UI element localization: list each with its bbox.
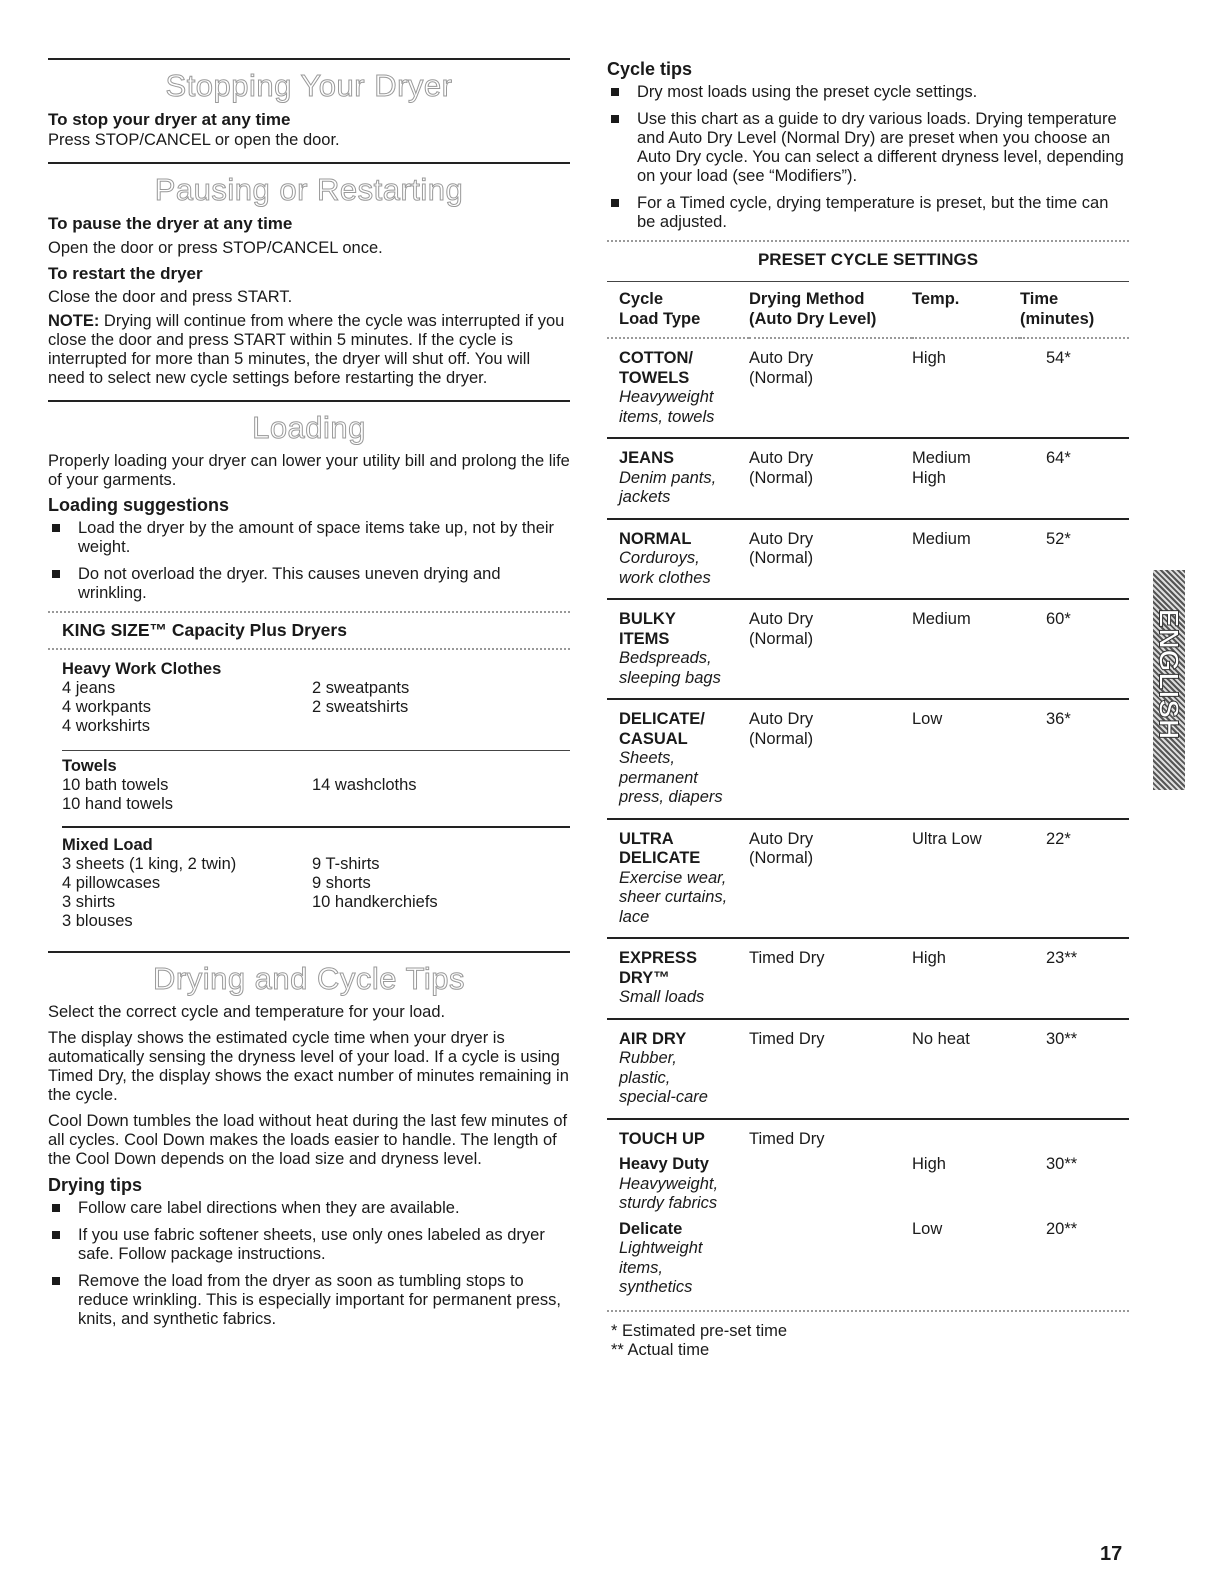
list-item: 3 sheets (1 king, 2 twin)	[62, 855, 237, 873]
drying-method: Auto Dry (Normal)	[749, 710, 814, 748]
capacity-group-mixed	[62, 836, 570, 931]
temp: Ultra Low	[912, 829, 982, 848]
drying-tips-heading: Drying tips	[48, 1175, 143, 1195]
list-item: Dry most loads using the preset cycle settings.	[607, 83, 1129, 102]
section-title-drying: Drying and Cycle Tips	[152, 961, 465, 996]
note-text: Drying will continue from where the cycle was interrupted if you close the door and press START within 5 minutes. If the cycle is interrupted for more than 5 minutes, the dryer will shut off. You will need to select new cycle settings before restarting the dryer.	[48, 312, 565, 387]
header-auto-dry-level: (Auto Dry Level)	[749, 309, 877, 328]
temp: Medium	[912, 610, 971, 628]
time: 22*	[1046, 829, 1071, 848]
section-title-stopping: Stopping Your Dryer	[165, 68, 453, 103]
list-item: Do not overload the dryer. This causes uneven drying and wrinkling.	[48, 565, 570, 603]
drying-method: Auto Dry (Normal)	[749, 349, 814, 387]
temp: Low	[912, 1219, 943, 1238]
load-type: Sheets, permanent press, diapers	[619, 749, 723, 806]
divider	[48, 400, 570, 402]
table-header-row	[607, 282, 1129, 338]
note-paragraph	[48, 312, 570, 388]
pause-text: Open the door or press STOP/CANCEL once.	[48, 239, 383, 257]
footnote: * Estimated pre-set time	[611, 1321, 788, 1340]
list-item: 3 blouses	[62, 912, 133, 930]
cycle-name: JEANS	[619, 449, 675, 467]
load-type: Heavyweight items, towels	[619, 388, 715, 426]
cycle-name: AIR DRY	[619, 1029, 687, 1048]
list-item: If you use fabric softener sheets, use only ones labeled as dryer safe. Follow package instructions.	[48, 1226, 570, 1264]
time: 60*	[1046, 610, 1071, 628]
cycle-tips-heading: Cycle tips	[607, 59, 693, 79]
header-time: Time	[1020, 290, 1059, 308]
list-item: 3 shirts	[62, 893, 116, 911]
load-type: Small loads	[619, 988, 705, 1006]
list-item: 14 washcloths	[312, 776, 417, 794]
drying-method: Auto Dry (Normal)	[749, 829, 814, 867]
group-name: Towels	[62, 757, 117, 775]
time: 54*	[1046, 349, 1071, 367]
list-item: Load the dryer by the amount of space items take up, not by their weight.	[48, 519, 570, 557]
divider	[48, 951, 570, 953]
header-minutes: (minutes)	[1020, 309, 1095, 328]
drying-tips-list	[48, 1199, 570, 1329]
temp: No heat	[912, 1029, 970, 1048]
load-type: Rubber, plastic, special-care	[619, 1049, 708, 1106]
drying-p1: Select the correct cycle and temperature for your load.	[48, 1003, 446, 1021]
cycle-name: ULTRA DELICATE	[619, 829, 701, 867]
list-item: 10 handkerchiefs	[312, 893, 438, 911]
capacity-title: KING SIZE™ Capacity Plus Dryers	[62, 620, 347, 640]
preset-cycle-table	[607, 282, 1129, 1310]
time: 20**	[1046, 1219, 1078, 1238]
load-type: Denim pants, jackets	[619, 468, 717, 506]
drying-method: Auto Dry (Normal)	[749, 610, 814, 648]
cycle-name: EXPRESS DRY™	[619, 949, 697, 987]
time: 30**	[1046, 1155, 1078, 1173]
capacity-group-heavy	[62, 660, 570, 736]
table-row	[607, 1119, 1129, 1150]
note-label: NOTE:	[48, 312, 100, 330]
header-temp: Temp.	[912, 290, 960, 308]
load-type: Corduroys, work clothes	[619, 549, 711, 587]
list-item: 4 jeans	[62, 679, 116, 697]
table-row	[607, 1149, 1129, 1214]
divider	[62, 826, 570, 828]
pause-heading: To pause the dryer at any time	[48, 214, 293, 233]
dotted-divider	[607, 1310, 1129, 1312]
time: 30**	[1046, 1029, 1078, 1048]
table-row	[607, 599, 1129, 699]
time: 64*	[1046, 449, 1071, 467]
temp: Medium High	[912, 449, 971, 487]
table-row	[607, 819, 1129, 939]
sub-cycle-name: Delicate	[619, 1219, 683, 1238]
temp: High	[912, 1155, 946, 1173]
restart-heading: To restart the dryer	[48, 264, 203, 283]
stop-text: Press STOP/CANCEL or open the door.	[48, 131, 340, 149]
drying-method: Auto Dry (Normal)	[749, 449, 814, 487]
cycle-name: COTTON/ TOWELS	[619, 349, 693, 387]
header-cycle: Cycle	[619, 290, 664, 308]
dotted-divider	[607, 240, 1129, 242]
list-item: 4 pillowcases	[62, 874, 161, 892]
preset-title: PRESET CYCLE SETTINGS	[757, 250, 979, 269]
list-item: For a Timed cycle, drying temperature is preset, but the time can be adjusted.	[607, 194, 1129, 232]
drying-method: Timed Dry	[749, 949, 825, 967]
dotted-divider	[48, 648, 570, 650]
sub-cycle-name: Heavy Duty	[619, 1155, 709, 1173]
time: 52*	[1046, 529, 1071, 548]
side-tab-label: ENGLISH	[1153, 608, 1185, 741]
load-type: Exercise wear, sheer curtains, lace	[619, 868, 728, 926]
list-item: 2 sweatshirts	[312, 698, 409, 716]
cycle-name: DELICATE/ CASUAL	[619, 710, 705, 748]
divider	[62, 750, 570, 751]
footnote: ** Actual time	[611, 1340, 710, 1359]
table-row	[607, 699, 1129, 819]
table-row	[607, 1214, 1129, 1310]
language-side-tab	[1153, 570, 1185, 790]
page-number: 17	[1100, 1543, 1123, 1565]
dotted-divider	[48, 611, 570, 613]
load-type: Heavyweight, sturdy fabrics	[619, 1174, 719, 1212]
cycle-name: BULKY ITEMS	[619, 610, 676, 648]
list-item: 2 sweatpants	[312, 679, 410, 697]
divider	[48, 162, 570, 164]
right-column	[607, 60, 1129, 1360]
table-row	[607, 438, 1129, 519]
footnotes	[607, 1322, 1129, 1360]
drying-method: Timed Dry	[749, 1119, 912, 1150]
list-item: 4 workshirts	[62, 717, 151, 735]
list-item: Remove the load from the dryer as soon as tumbling stops to reduce wrinkling. This is especially important for permanent press, knits, and synthetic fabrics.	[48, 1272, 570, 1329]
temp: Low	[912, 710, 943, 728]
list-item: 10 hand towels	[62, 795, 173, 813]
header-load-type: Load Type	[619, 309, 701, 328]
group-name: Mixed Load	[62, 836, 153, 854]
loading-suggestions-heading: Loading suggestions	[48, 495, 230, 515]
load-type: Bedspreads, sleeping bags	[619, 649, 721, 687]
divider	[48, 58, 570, 60]
list-item: 9 shorts	[312, 874, 371, 892]
cycle-tips-list	[607, 83, 1129, 232]
list-item: 9 T-shirts	[312, 855, 380, 873]
table-row	[607, 338, 1129, 438]
cycle-name: TOUCH UP	[607, 1119, 749, 1150]
loading-bullets	[48, 519, 570, 603]
loading-intro: Properly loading your dryer can lower your utility bill and prolong the life of your garments.	[48, 452, 570, 489]
temp: High	[912, 349, 946, 367]
cycle-name: NORMAL	[619, 529, 692, 548]
drying-p2: The display shows the estimated cycle time when your dryer is automatically sensing the dryness level of your load. If a cycle is using Timed Dry, the display shows the exact number of minutes remaining in the cycle.	[48, 1029, 569, 1104]
table-row	[607, 938, 1129, 1019]
time: 36*	[1046, 710, 1071, 728]
list-item: 4 workpants	[62, 698, 151, 716]
load-type: Lightweight items, synthetics	[619, 1239, 703, 1296]
header-drying-method: Drying Method	[749, 290, 865, 308]
list-item: 10 bath towels	[62, 776, 169, 794]
restart-text: Close the door and press START.	[48, 288, 293, 306]
drying-method: Auto Dry (Normal)	[749, 529, 814, 567]
left-column	[48, 58, 570, 1337]
drying-p3: Cool Down tumbles the load without heat during the last few minutes of all cycles. Cool Down makes the loads easier to handle. The length of the Cool Down depends on the load size and dryness level.	[48, 1112, 568, 1168]
stop-heading: To stop your dryer at any time	[48, 110, 291, 129]
capacity-group-towels	[62, 757, 570, 814]
drying-method: Timed Dry	[749, 1029, 825, 1048]
list-item: Use this chart as a guide to dry various loads. Drying temperature and Auto Dry Level (Normal Dry) are preset when you choose an Auto Dry cycle. You can select a different dryness level, depending on your load (see “Modifiers”).	[607, 110, 1129, 186]
section-title-loading: Loading	[252, 410, 366, 445]
section-title-pausing: Pausing or Restarting	[154, 172, 464, 207]
table-row	[607, 519, 1129, 600]
table-row	[607, 1019, 1129, 1119]
temp: Medium	[912, 529, 971, 548]
list-item: Follow care label directions when they are available.	[48, 1199, 570, 1218]
group-name: Heavy Work Clothes	[62, 660, 222, 678]
time: 23**	[1046, 949, 1078, 967]
temp: High	[912, 949, 946, 967]
